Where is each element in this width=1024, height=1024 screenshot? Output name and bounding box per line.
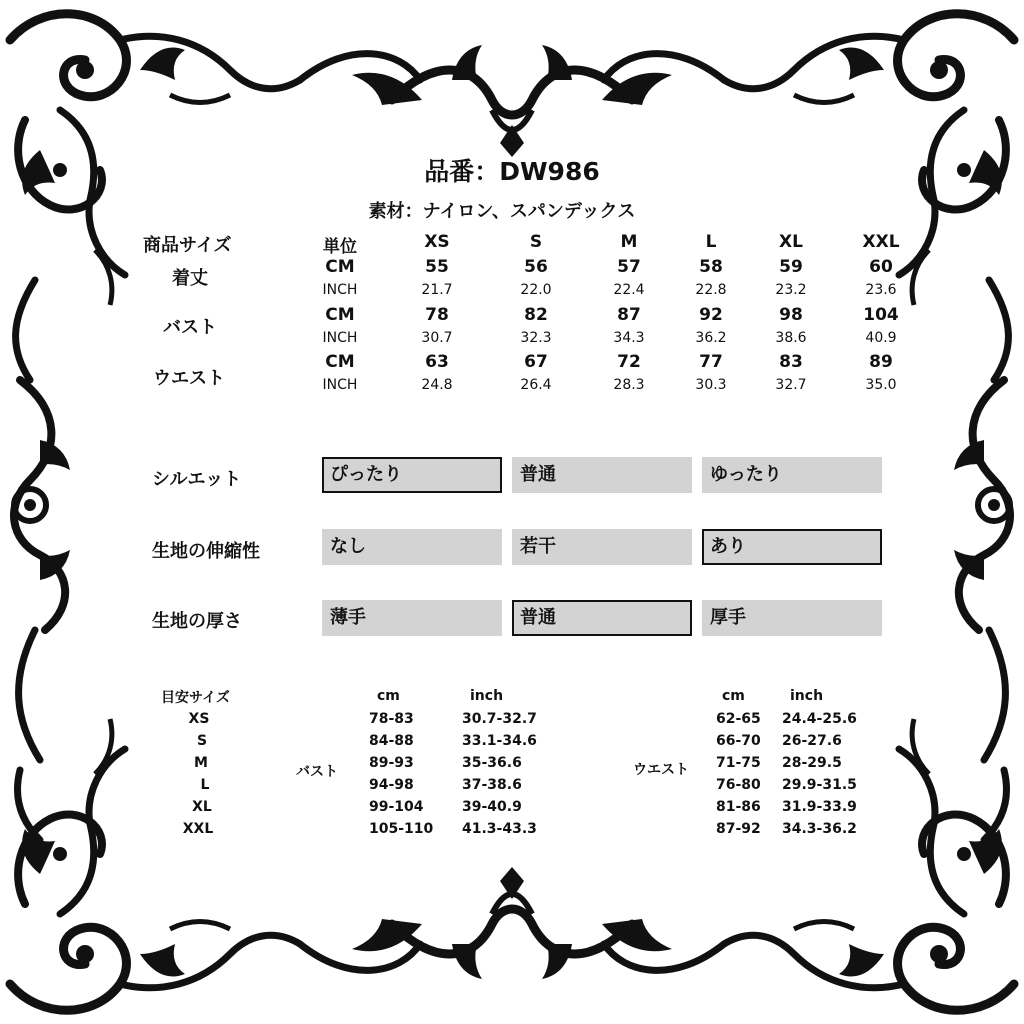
size-header-xxl: XXL (862, 232, 900, 252)
guide-size-label: XXL (182, 821, 214, 837)
guide-waist-inch: 28-29.5 (782, 755, 842, 771)
guide-waist-label: ウエスト (633, 762, 689, 778)
value-inch: 40.9 (865, 330, 897, 346)
value-inch: 35.0 (865, 377, 897, 393)
material-text: 素材：ナイロン、スパンデックス (368, 201, 636, 222)
size-guide-header: 目安サイズ (161, 690, 230, 706)
value-cm: 56 (524, 257, 548, 277)
stretch-option-none: なし (322, 529, 502, 565)
guide-waist-cm: 62-65 (716, 711, 761, 727)
unit-header: 単位 (323, 237, 357, 257)
thickness-option-thick: 厚手 (702, 600, 882, 636)
silhouette-option-loose: ゆったり (702, 457, 882, 493)
guide-bust-inch-header: inch (470, 688, 504, 704)
value-inch: 22.0 (520, 282, 552, 298)
value-cm: 87 (617, 305, 641, 325)
value-cm: 72 (617, 352, 641, 372)
guide-size-label: S (196, 733, 208, 749)
guide-waist-inch: 24.4-25.6 (782, 711, 857, 727)
attribute-label-stretch: 生地の伸縮性 (152, 541, 260, 562)
value-inch: 32.7 (775, 377, 807, 393)
guide-bust-cm: 78-83 (369, 711, 414, 727)
unit-inch: INCH (322, 330, 358, 346)
value-cm: 59 (779, 257, 803, 277)
size-header-s: S (529, 232, 543, 252)
guide-bust-cm: 99-104 (369, 799, 424, 815)
guide-waist-cm-header: cm (722, 688, 745, 704)
size-header-l: L (705, 232, 717, 252)
size-header-m: M (620, 232, 638, 252)
guide-size-label: M (194, 755, 208, 771)
guide-waist-inch: 34.3-36.2 (782, 821, 857, 837)
value-cm: 83 (779, 352, 803, 372)
guide-bust-cm: 105-110 (369, 821, 434, 837)
value-cm: 55 (425, 257, 449, 277)
guide-size-label: XL (192, 799, 212, 815)
guide-waist-inch-header: inch (790, 688, 824, 704)
value-inch: 36.2 (695, 330, 727, 346)
silhouette-option-regular: 普通 (512, 457, 692, 493)
guide-waist-cm: 71-75 (716, 755, 761, 771)
unit-cm: CM (325, 257, 355, 277)
guide-bust-cm-header: cm (377, 688, 400, 704)
guide-size-label: L (200, 777, 210, 793)
value-inch: 28.3 (613, 377, 645, 393)
guide-waist-cm: 81-86 (716, 799, 761, 815)
value-inch: 38.6 (775, 330, 807, 346)
silhouette-option-tight: ぴったり (322, 457, 502, 493)
value-cm: 67 (524, 352, 548, 372)
value-inch: 21.7 (421, 282, 453, 298)
thickness-option-thin: 薄手 (322, 600, 502, 636)
value-cm: 92 (699, 305, 723, 325)
guide-bust-cm: 94-98 (369, 777, 414, 793)
value-cm: 60 (869, 257, 893, 277)
value-inch: 22.4 (613, 282, 645, 298)
guide-bust-label: バスト (296, 764, 338, 780)
value-inch: 30.3 (695, 377, 727, 393)
guide-size-label: XS (188, 711, 210, 727)
value-cm: 57 (617, 257, 641, 277)
attribute-label-silhouette: シルエット (152, 469, 242, 490)
value-cm: 89 (869, 352, 893, 372)
guide-bust-inch: 33.1-34.6 (462, 733, 537, 749)
product-number-title: 品番：DW986 (424, 157, 600, 186)
attribute-label-thickness: 生地の厚さ (152, 611, 242, 632)
value-inch: 26.4 (520, 377, 552, 393)
value-inch: 30.7 (421, 330, 453, 346)
guide-bust-inch: 37-38.6 (462, 777, 522, 793)
guide-waist-inch: 26-27.6 (782, 733, 842, 749)
stretch-option-yes: あり (702, 529, 882, 565)
thickness-option-regular: 普通 (512, 600, 692, 636)
value-inch: 23.2 (775, 282, 807, 298)
row-label-bust: バスト (163, 317, 217, 338)
value-cm: 78 (425, 305, 449, 325)
value-inch: 34.3 (613, 330, 645, 346)
guide-waist-cm: 66-70 (716, 733, 761, 749)
guide-waist-cm: 76-80 (716, 777, 761, 793)
guide-bust-inch: 41.3-43.3 (462, 821, 537, 837)
guide-waist-cm: 87-92 (716, 821, 761, 837)
value-cm: 77 (699, 352, 723, 372)
size-table-row-header: 商品サイズ (143, 235, 232, 256)
guide-bust-cm: 89-93 (369, 755, 414, 771)
unit-cm: CM (325, 305, 355, 325)
row-label-waist: ウエスト (153, 368, 225, 389)
value-cm: 58 (699, 257, 723, 277)
unit-cm: CM (325, 352, 355, 372)
unit-inch: INCH (322, 377, 358, 393)
guide-bust-inch: 39-40.9 (462, 799, 522, 815)
value-inch: 22.8 (695, 282, 727, 298)
guide-waist-inch: 31.9-33.9 (782, 799, 857, 815)
value-inch: 32.3 (520, 330, 552, 346)
stretch-option-slight: 若干 (512, 529, 692, 565)
guide-waist-inch: 29.9-31.5 (782, 777, 857, 793)
guide-bust-inch: 30.7-32.7 (462, 711, 537, 727)
guide-bust-inch: 35-36.6 (462, 755, 522, 771)
value-cm: 98 (779, 305, 803, 325)
value-cm: 63 (425, 352, 449, 372)
size-header-xs: XS (424, 232, 450, 252)
value-cm: 82 (524, 305, 548, 325)
value-inch: 24.8 (421, 377, 453, 393)
guide-bust-cm: 84-88 (369, 733, 414, 749)
value-inch: 23.6 (865, 282, 897, 298)
row-label-length: 着丈 (172, 268, 208, 289)
value-cm: 104 (863, 305, 899, 325)
unit-inch: INCH (322, 282, 358, 298)
size-header-xl: XL (779, 232, 803, 252)
